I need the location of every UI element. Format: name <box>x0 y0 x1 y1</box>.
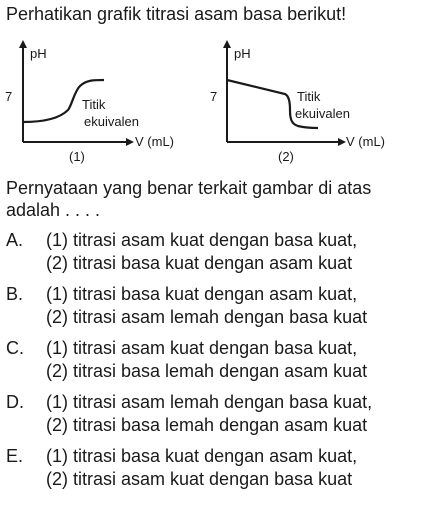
option-line: (2) titrasi basa lemah dengan asam kuat <box>46 415 368 435</box>
intro-text: Perhatikan grafik titrasi asam basa berikut! <box>6 4 347 24</box>
graph-2-y-label: pH <box>234 46 251 61</box>
graph-1 <box>5 44 174 164</box>
graph-2-label-line2: ekuivalen <box>295 106 350 121</box>
option-a[interactable] <box>6 229 420 275</box>
option-line: (2) titrasi asam kuat dengan basa kuat <box>46 469 353 489</box>
option-line: (1) titrasi asam lemah dengan basa kuat, <box>46 392 373 412</box>
option-line: (2) titrasi asam lemah dengan basa kuat <box>46 307 368 327</box>
graph-2-x-label: V (mL) <box>346 134 385 149</box>
graph-1-y-label: pH <box>30 46 47 61</box>
graph-2-label-line1: Titik <box>297 89 321 104</box>
graph-1-x-label: V (mL) <box>135 134 174 149</box>
option-text <box>46 391 420 437</box>
titration-graphs <box>0 30 423 170</box>
option-line: (1) titrasi basa kuat dengan asam kuat, <box>46 446 358 466</box>
option-text <box>46 229 420 275</box>
option-line: (1) titrasi asam kuat dengan basa kuat, <box>46 338 358 358</box>
option-line: (1) titrasi basa kuat dengan asam kuat, <box>46 284 358 304</box>
graph-1-ph-tick: 7 <box>5 89 13 104</box>
option-line: (2) titrasi basa lemah dengan asam kuat <box>46 361 368 381</box>
question-text: Pernyataan yang benar terkait gambar di atas adalah . . . . <box>6 178 372 220</box>
option-e[interactable] <box>6 445 420 491</box>
graph-2-ph-tick: 7 <box>210 89 218 104</box>
option-line: (2) titrasi basa kuat dengan asam kuat <box>46 253 353 273</box>
option-letter: A. <box>6 230 24 250</box>
option-d[interactable] <box>6 391 420 437</box>
option-letter: B. <box>6 284 24 304</box>
graph-1-label-line1: Titik <box>82 97 106 112</box>
option-b[interactable] <box>6 283 420 329</box>
graph-1-label-line2: ekuivalen <box>84 114 139 129</box>
option-text <box>46 337 420 383</box>
option-letter: E. <box>6 446 24 466</box>
option-text <box>46 445 420 491</box>
option-text <box>46 283 420 329</box>
answer-options <box>6 229 420 499</box>
graph-2-caption: (2) <box>278 149 294 164</box>
graph-1-caption: (1) <box>69 149 85 164</box>
graph-2 <box>210 44 385 164</box>
option-c[interactable] <box>6 337 420 383</box>
option-letter: C. <box>6 338 24 358</box>
option-letter: D. <box>6 392 24 412</box>
option-line: (1) titrasi asam kuat dengan basa kuat, <box>46 230 358 250</box>
